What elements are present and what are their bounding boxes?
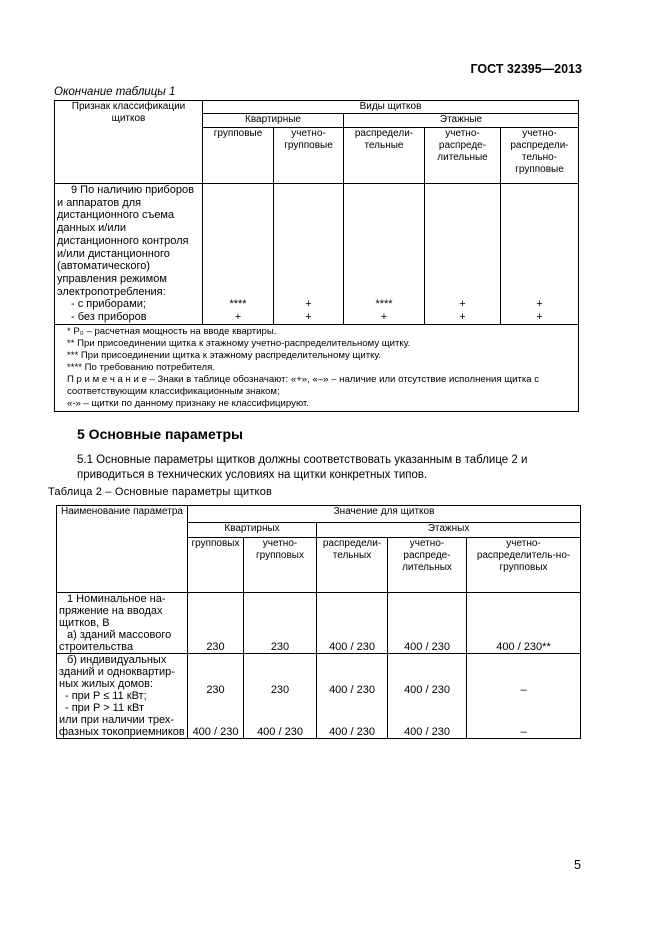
t2-cell: 400 / 230 400 / 230 [317, 654, 388, 739]
t1-col-header: распредели-тельные [344, 128, 425, 184]
page-number: 5 [574, 858, 581, 872]
t1-row-label-line: управления режимом [57, 272, 167, 285]
t1-row-label-line: (автоматического) [57, 260, 150, 273]
t1-note: ** При присоединении щитка к этажному учетно-распределительному щитку. [67, 337, 411, 349]
t1-row-label-line: 9 По наличию приборов [71, 184, 194, 196]
t1-col-header: групповые [203, 128, 274, 184]
section-title: 5 Основные параметры [77, 426, 243, 442]
t1-cell: + + [425, 184, 501, 325]
t1-row-label-line: и/или дистанционного [57, 247, 170, 260]
t2-row1-label: 1 Номинальное на- пряжение на вводах щитков, В а) зданий массового строительства [57, 593, 188, 654]
t2-cell: 400 / 230** [467, 593, 581, 654]
t2-cell: 230 [188, 593, 244, 654]
t1-note: *** При присоединении щитка к этажному распределительному щитку. [67, 349, 381, 361]
t2-cell: – – [467, 654, 581, 739]
t1-header-attr: Признак классификации щитков [55, 101, 203, 184]
t1-note: «-» – щитки по данному признаку не классифицируют. [67, 397, 309, 409]
t1-row-label-line: дистанционного контроля [57, 234, 189, 247]
t1-cell: + + [501, 184, 579, 325]
t2-row2-label: б) индивидуальных зданий и одноквартир- ных жилых домов: - при P ≤ 11 кВт; - при P > 11 кВт или при наличии трех- фазных токоприемников [57, 654, 188, 739]
t2-cell: 400 / 230 400 / 230 [388, 654, 467, 739]
t2-header-value: Значение для щитков [188, 506, 581, 523]
table1 [54, 100, 579, 412]
t1-col-header: учетно-распредели-тельно-групповые [501, 128, 579, 184]
t1-header-apartment: Квартирные [203, 114, 344, 128]
t2-col-header: групповых [188, 538, 244, 593]
table2 [56, 505, 581, 739]
t1-col-header: учетно-групповые [274, 128, 344, 184]
paragraph [54, 453, 582, 483]
t1-row-label-line: и аппаратов для [57, 196, 142, 209]
document-id: ГОСТ 32395—2013 [470, 62, 582, 76]
t2-header-apartment: Квартирных [188, 523, 317, 538]
t1-row-label-line: данных и/или [57, 222, 127, 235]
t1-col-header: учетно-распреде-лительные [425, 128, 501, 184]
t1-header-types: Виды щитков [203, 101, 579, 114]
t1-note: П р и м е ч а н и е – Знаки в таблице обозначают: «+», «–» – наличие или отсутствие исполнения щитка с соответствующим классификационным знаком; [67, 373, 540, 397]
t2-cell: 400 / 230 [388, 593, 467, 654]
t2-col-header: учетно-распределитель-но-групповых [467, 538, 581, 593]
t1-row-label-line: электропотребления: [57, 285, 166, 298]
t1-sub-without: - без приборов [71, 311, 147, 324]
t2-cell: 230 [244, 593, 317, 654]
t1-cell: **** + [203, 184, 274, 325]
t1-cell: + + [274, 184, 344, 325]
t1-cell: **** + [344, 184, 425, 325]
t2-col-header: распредели-тельных [317, 538, 388, 593]
t2-cell: 400 / 230 [317, 593, 388, 654]
t1-header-floor: Этажные [344, 114, 579, 128]
table2-caption: Таблица 2 – Основные параметры щитков [48, 486, 273, 498]
t2-col-header: учетно-распреде-лительных [388, 538, 467, 593]
t2-cell: 230 400 / 230 [244, 654, 317, 739]
t2-header-param: Наименование параметра [57, 506, 188, 593]
t1-row-label-line: дистанционного съема [57, 209, 175, 222]
t2-cell: 230 400 / 230 [188, 654, 244, 739]
t1-row-label [55, 184, 203, 325]
paragraph-text: 5.1 Основные параметры щитков должны соответствовать указанным в таблице 2 и приводиться в технических условиях на щитки конкретных типов. [77, 454, 528, 481]
t1-footnotes [55, 324, 579, 411]
t1-note: * P₀ – расчетная мощность на вводе квартиры. [67, 325, 277, 337]
t1-sub-with: - с приборами; [71, 298, 146, 311]
t2-header-floor: Этажных [317, 523, 581, 538]
t2-col-header: учетно-групповых [244, 538, 317, 593]
table1-caption: Окончание таблицы 1 [54, 86, 176, 98]
t1-note: **** По требованию потребителя. [67, 361, 216, 373]
